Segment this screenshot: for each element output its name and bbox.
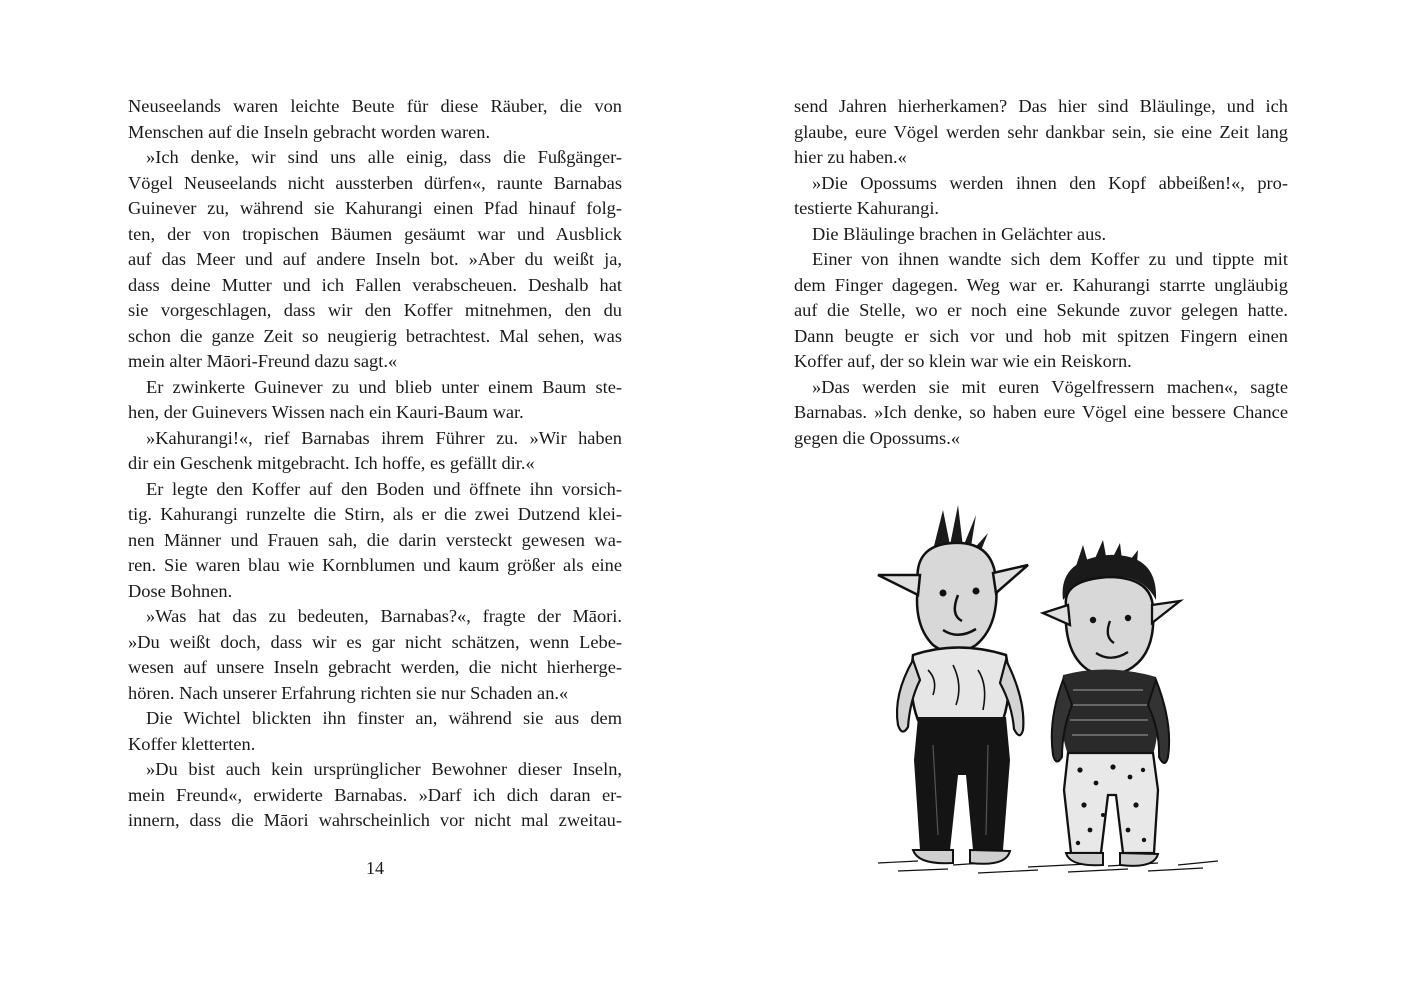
right-page <box>708 0 1416 1000</box>
page-number: 14 <box>366 858 384 878</box>
text-line: Dann beugte er sich vor und hob mit spitzen Fingern einen <box>794 325 1288 346</box>
text-line: hören. Nach unserer Erfahrung richten sie nur Schaden an.« <box>128 682 569 703</box>
text-line: ten, der von tropischen Bäumen gesäumt war und Ausblick <box>128 223 622 244</box>
text-line: »Was hat das zu bedeuten, Barnabas?«, fragte der Māori. <box>146 606 622 626</box>
text-line: wesen auf unsere Inseln gebracht werden, die nicht hierherge- <box>128 657 622 677</box>
text-line: Die Wichtel blickten ihn finster an, während sie aus dem <box>146 708 622 728</box>
text-line: glaube, eure Vögel werden sehr dankbar sein, sie eine Zeit lang <box>794 121 1288 142</box>
text-line: Menschen auf die Inseln gebracht worden waren. <box>128 121 491 142</box>
text-line: send Jahren hierherkamen? Das hier sind Bläulinge, und ich <box>794 96 1288 116</box>
text-line: Vögel Neuseelands nicht aussterben dürfen«, raunte Barnabas <box>128 172 622 193</box>
text-line: Guinever zu, während sie Kahurangi einen Pfad hinauf folg- <box>128 198 622 218</box>
text-line: hier zu haben.« <box>794 147 907 167</box>
text-line: Barnabas. »Ich denke, so haben eure Vögel eine bessere Chance <box>794 402 1288 422</box>
text-line: »Das werden sie mit euren Vögelfressern machen«, sagte <box>812 376 1288 397</box>
left-page-text <box>128 94 622 834</box>
text-line: ren. Sie waren blau wie Kornblumen und kaum größer als eine <box>128 555 622 575</box>
right-creature <box>1043 540 1180 866</box>
text-line: gegen die Opossums.« <box>794 427 961 448</box>
text-line: »Ich denke, wir sind uns alle einig, dass die Fußgänger- <box>146 147 622 167</box>
text-line: dir ein Geschenk mitgebracht. Ich hoffe, es gefällt dir.« <box>128 453 535 473</box>
text-line: sie vorgeschlagen, dass wir den Koffer mitnehmen, den du <box>128 300 622 320</box>
text-line: »Du bist auch kein ursprünglicher Bewohner dieser Inseln, <box>146 759 622 779</box>
text-line: Neuseelands waren leichte Beute für diese Räuber, die von <box>128 96 622 116</box>
text-line: Er legte den Koffer auf den Boden und öffnete ihn vorsich- <box>146 478 622 499</box>
text-line: dem Finger dagegen. Weg war er. Kahurangi starrte ungläubig <box>794 274 1288 295</box>
text-line: »Kahurangi!«, rief Barnabas ihrem Führer zu. »Wir haben <box>146 427 622 448</box>
text-line: testierte Kahurangi. <box>794 198 940 218</box>
text-line: Koffer auf, der so klein war wie ein Reiskorn. <box>794 351 1132 371</box>
text-line: mein alter Māori-Freund dazu sagt.« <box>128 351 398 371</box>
text-line: mein Freund«, erwiderte Barnabas. »Darf ich dich daran er- <box>128 784 622 805</box>
text-line: dass deine Mutter und ich Fallen verabscheuen. Deshalb hat <box>128 274 622 295</box>
ground-lines <box>878 861 1218 873</box>
right-page-text <box>794 94 1288 451</box>
text-line: Die Bläulinge brachen in Gelächter aus. <box>812 223 1107 244</box>
text-line: »Du weißt doch, dass wir es gar nicht schätzen, wenn Lebe- <box>128 631 622 652</box>
text-line: auf das Meer und auf andere Inseln bot. »Aber du weißt ja, <box>128 249 622 269</box>
text-line: »Die Opossums werden ihnen den Kopf abbeißen!«, pro- <box>812 172 1288 193</box>
text-line: schon die ganze Zeit so neugierig betrachtest. Mal sehen, was <box>128 325 622 346</box>
text-line: hen, der Guinevers Wissen nach ein Kauri-Baum war. <box>128 402 524 422</box>
text-line: Dose Bohnen. <box>128 580 233 601</box>
left-creature <box>878 505 1028 864</box>
text-line: tig. Kahurangi runzelte die Stirn, als er die zwei Dutzend klei- <box>128 504 622 524</box>
text-line: Einer von ihnen wandte sich dem Koffer zu und tippte mit <box>812 249 1288 269</box>
text-line: nen Männer und Frauen sah, die darin versteckt gewesen wa- <box>128 529 622 550</box>
illustration-two-creatures <box>858 505 1253 880</box>
text-line: innern, dass die Māori wahrscheinlich vor nicht mal zweitau- <box>128 810 622 830</box>
text-line: Koffer kletterten. <box>128 733 256 754</box>
text-line: Er zwinkerte Guinever zu und blieb unter einem Baum ste- <box>146 376 622 397</box>
text-line: auf die Stelle, wo er noch eine Sekunde zuvor gelegen hatte. <box>794 300 1288 320</box>
